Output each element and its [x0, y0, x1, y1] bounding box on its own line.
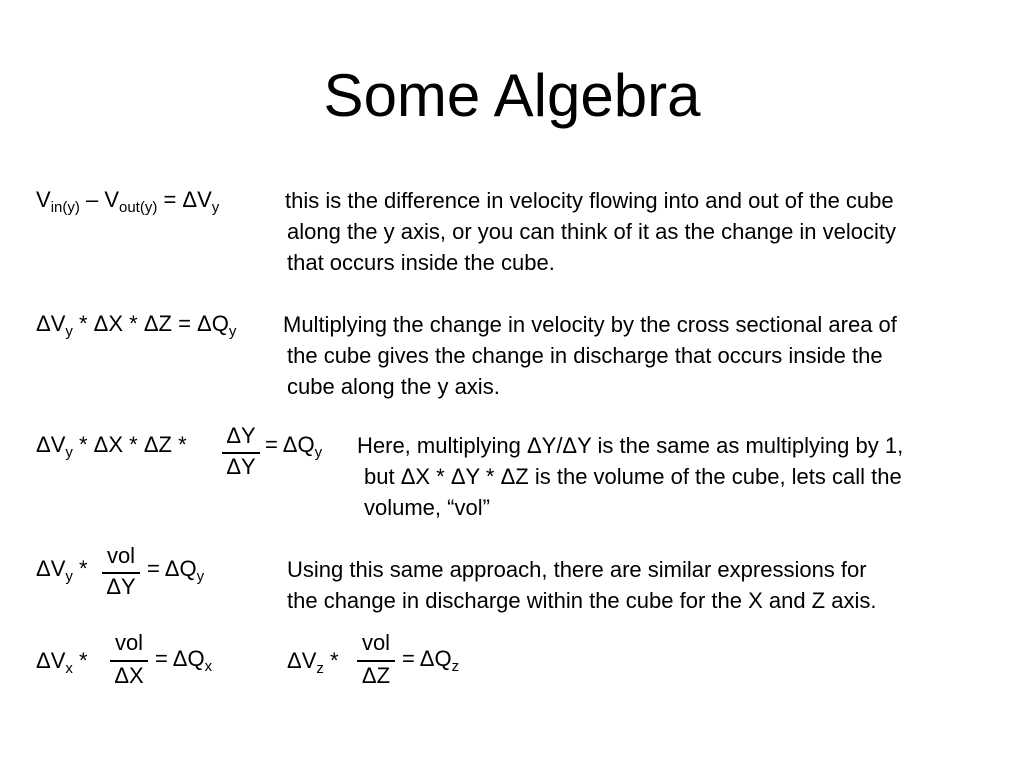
- eq1-desc-line-3: that occurs inside the cube.: [287, 250, 555, 275]
- eq5-fraction-numerator: vol: [114, 630, 144, 655]
- eq1-rhs: = ΔV: [157, 187, 212, 212]
- eq2-desc-line-2: the cube gives the change in discharge that occurs inside the: [287, 343, 883, 368]
- eq5-rhs-text: = ΔQ: [155, 646, 205, 671]
- eq1-out-sub: out(y): [119, 199, 158, 216]
- eq4-rhs: [147, 554, 204, 584]
- eq5-rhs: [155, 644, 212, 674]
- equation-y-discharge: [36, 554, 88, 584]
- eq2-mid: * ΔX * ΔZ = ΔQ: [72, 311, 229, 336]
- eq1-rhs-sub: y: [211, 199, 220, 216]
- eq4-desc-line-1: Using this same approach, there are similar expressions for: [287, 557, 867, 582]
- slide-title: Some Algebra: [323, 62, 701, 129]
- eq6-fraction-numerator: vol: [361, 630, 391, 655]
- equation-z-discharge: [287, 646, 339, 676]
- eq3-rhs-sub: y: [314, 444, 323, 461]
- eq3-desc-line-1: Here, multiplying ΔY/ΔY is the same as multiplying by 1,: [357, 433, 904, 458]
- eq5-a-sub: x: [65, 660, 73, 677]
- eq3-rhs: [265, 430, 322, 460]
- eq4-a: ΔV: [36, 556, 66, 581]
- eq5-fraction-denominator: ΔX: [114, 663, 144, 688]
- eq3-fraction-numerator: ΔY: [226, 423, 256, 448]
- eq1-dash: – V: [79, 187, 119, 212]
- eq1-desc-line-2: along the y axis, or you can think of it as the change in velocity: [287, 219, 897, 244]
- eq6-mid: *: [323, 648, 339, 673]
- eq4-rhs-sub: y: [196, 568, 205, 585]
- eq1-v: V: [36, 187, 51, 212]
- eq4-fraction-denominator: ΔY: [106, 574, 136, 599]
- eq3-a: ΔV: [36, 432, 66, 457]
- eq6-fraction-denominator: ΔZ: [361, 663, 391, 688]
- eq1-desc-line-1: this is the difference in velocity flowing into and out of the cube: [285, 188, 894, 213]
- equation-discharge: [36, 309, 236, 339]
- eq3-desc-line-2: but ΔX * ΔY * ΔZ is the volume of the cube, lets call the: [364, 464, 902, 489]
- equation-dy-over-dy: [36, 430, 187, 460]
- eq3-a-sub: y: [65, 444, 73, 461]
- eq1-in-sub: in(y): [50, 199, 80, 216]
- eq3-desc-line-3: volume, “vol”: [364, 495, 490, 520]
- eq2-a-sub: y: [65, 323, 73, 340]
- equation-velocity-difference: [36, 185, 219, 215]
- eq5-rhs-sub: x: [204, 658, 213, 675]
- eq3-rhs-text: = ΔQ: [265, 432, 315, 457]
- eq4-mid: *: [72, 556, 88, 581]
- eq4-a-sub: y: [65, 568, 73, 585]
- eq6-rhs-text: = ΔQ: [402, 646, 452, 671]
- eq6-rhs-sub: z: [451, 658, 460, 675]
- eq5-a: ΔV: [36, 648, 66, 673]
- eq6-rhs: [402, 644, 459, 674]
- eq3-fraction-denominator: ΔY: [226, 454, 256, 479]
- eq2-desc-line-1: Multiplying the change in velocity by the cross sectional area of: [283, 312, 897, 337]
- eq2-desc-line-3: cube along the y axis.: [287, 374, 500, 399]
- eq4-rhs-text: = ΔQ: [147, 556, 197, 581]
- eq4-desc-line-2: the change in discharge within the cube for the X and Z axis.: [287, 588, 877, 613]
- eq6-a-sub: z: [316, 660, 324, 677]
- eq3-mid: * ΔX * ΔZ *: [72, 432, 187, 457]
- eq2-a: ΔV: [36, 311, 66, 336]
- equation-x-discharge: [36, 646, 88, 676]
- eq4-fraction-numerator: vol: [106, 543, 136, 568]
- eq2-mid-sub: y: [228, 323, 237, 340]
- eq6-a: ΔV: [287, 648, 317, 673]
- eq5-mid: *: [72, 648, 88, 673]
